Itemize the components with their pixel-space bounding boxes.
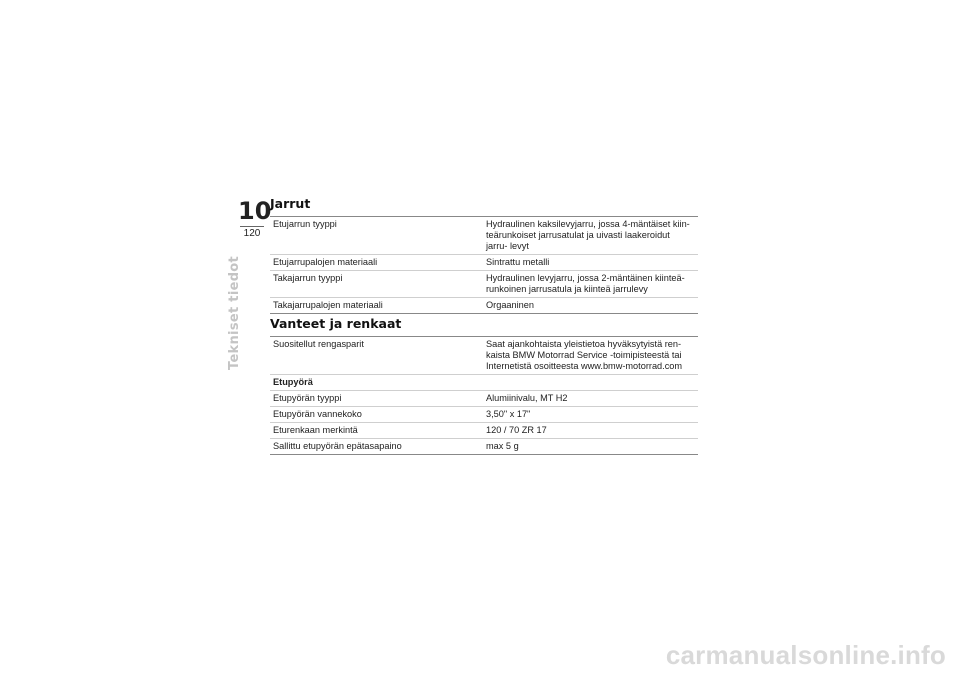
row-value [486,377,698,388]
chapter-title: Tekniset tiedot [227,255,242,370]
page-number: 120 [243,228,261,239]
row-value: Hydraulinen levyjarru, jossa 2-mäntäinen kiinteä- runkoinen jarrusatula ja kiinteä jarrulevy [486,273,685,294]
table-row [270,439,698,455]
row-value: max 5 g [486,441,519,451]
row-label: Etujarrupalojen materiaali [273,257,378,267]
table-row [270,407,698,423]
row-label: Etupyörän tyyppi [273,393,342,403]
chapter-number: 10 [238,197,272,225]
row-label: Suositellut rengasparit [273,339,364,349]
row-label: Eturenkaan merkintä [273,425,358,435]
table-row [270,255,698,271]
brakes-table [270,216,698,314]
chapter-divider [240,226,264,227]
wheels-section [270,316,698,455]
table-row [270,423,698,439]
watermark: carmanualsonline.info [665,640,946,670]
table-subheading-row [270,375,698,391]
row-label: Etujarrun tyyppi [273,219,337,229]
row-label: Takajarrupalojen materiaali [273,300,383,310]
row-value: Hydraulinen kaksilevyjarru, jossa 4-mäntäiset kiin- teärunkoiset jarrusatulat ja uivasti laakeroidut jarru- levyt [486,219,690,251]
row-label: Takajarrun tyyppi [273,273,343,283]
table-row [270,271,698,298]
row-value: 120 / 70 ZR 17 [486,425,547,435]
table-row [270,391,698,407]
brakes-heading: Jarrut [270,196,311,211]
table-row [270,217,698,255]
brakes-section [270,196,698,314]
row-label: Sallittu etupyörän epätasapaino [273,441,402,451]
wheels-table [270,336,698,455]
row-label: Etupyörän vannekoko [273,409,362,419]
table-row [270,298,698,314]
table-row [270,337,698,375]
row-value: Sintrattu metalli [486,257,550,267]
row-value: Orgaaninen [486,300,535,310]
row-value: 3,50" x 17" [486,409,531,419]
row-value: Saat ajankohtaista yleistietoa hyväksytyistä ren- kaista BMW Motorrad Service -toimipisteestä tai Internetistä osoitteesta www.bmw-motorrad.com [486,339,683,371]
row-value: Alumiinivalu, MT H2 [486,393,568,403]
wheels-heading: Vanteet ja renkaat [270,316,402,331]
subheading-label: Etupyörä [273,377,313,387]
